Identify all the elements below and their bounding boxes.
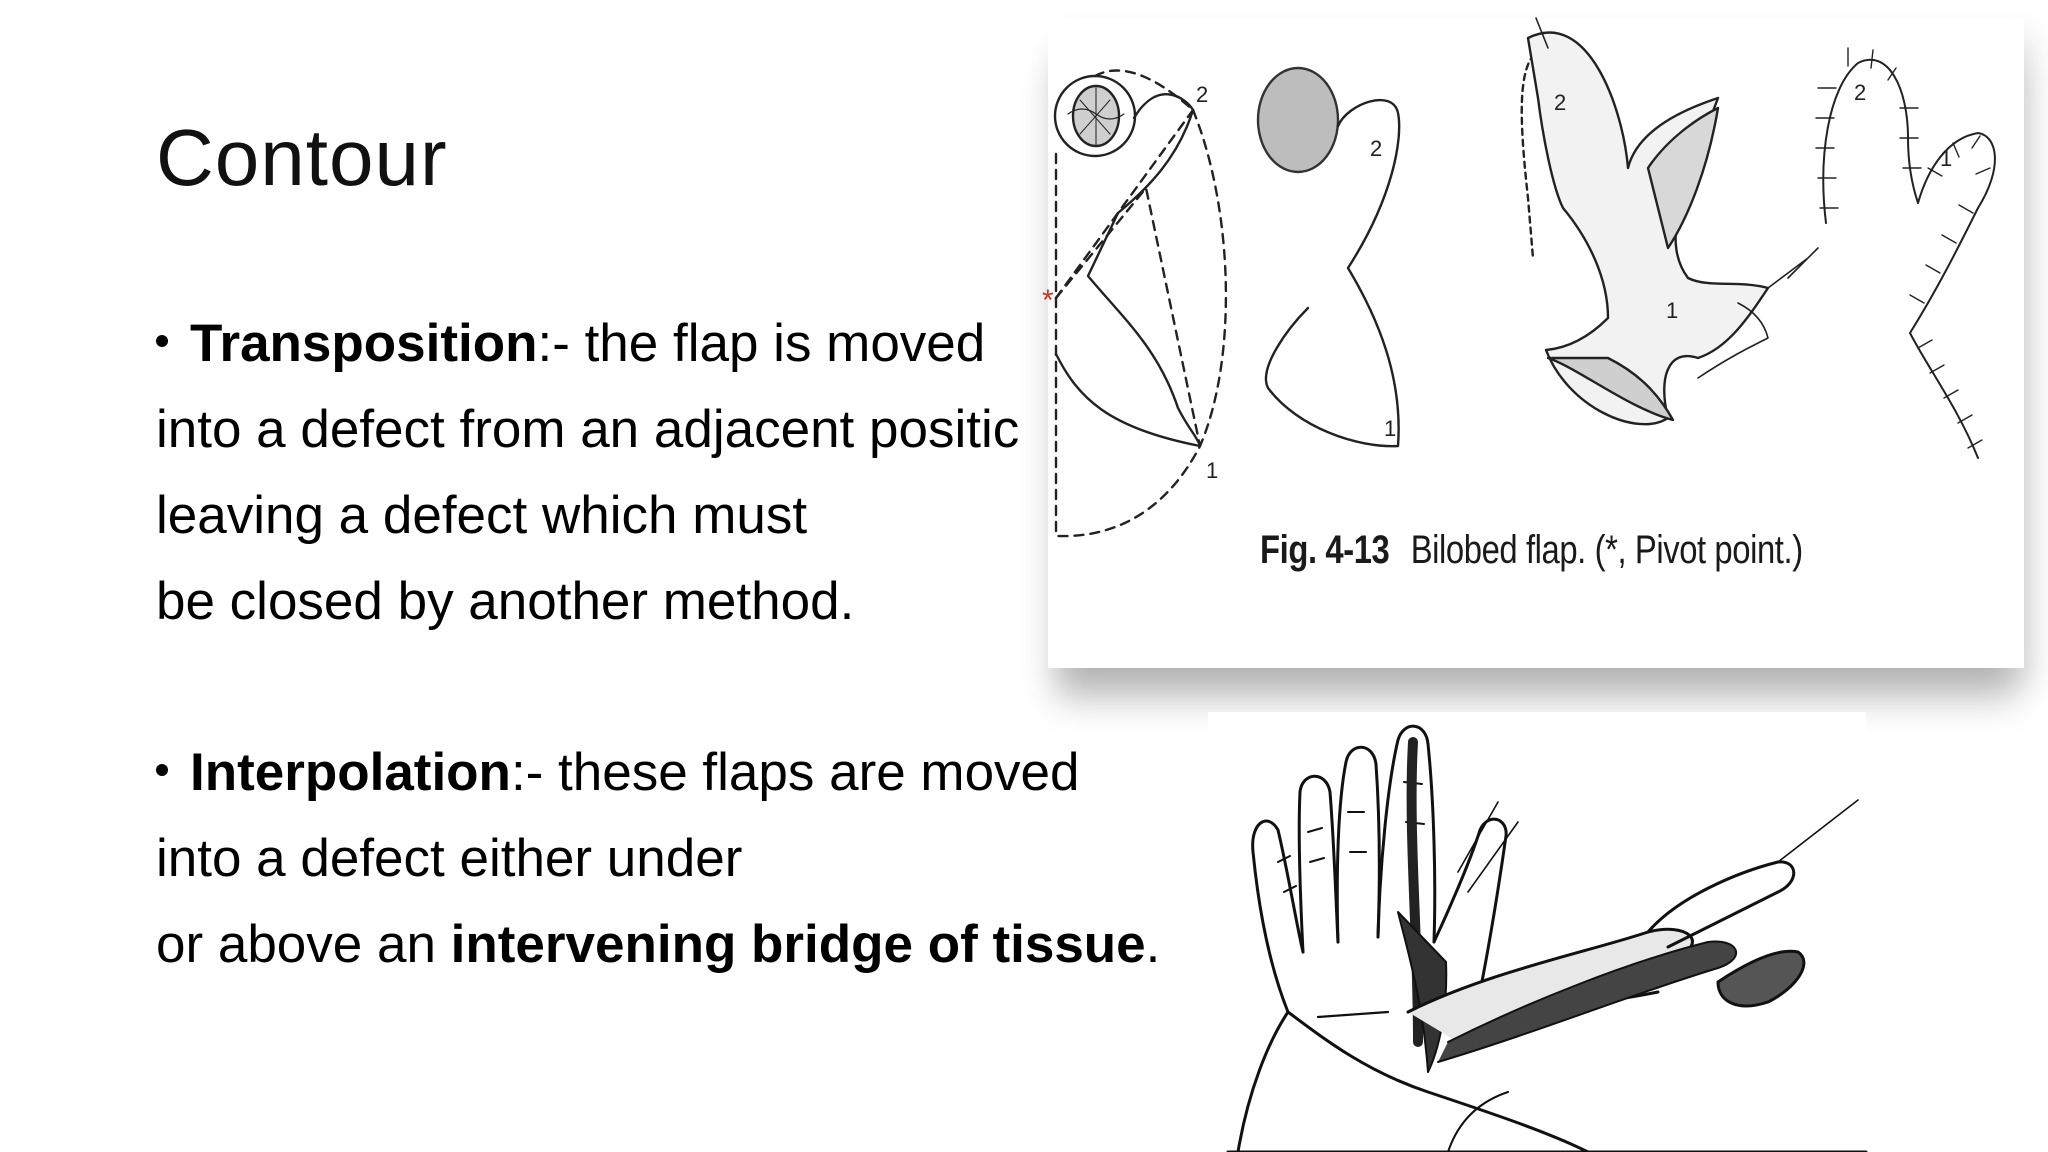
flap-planning-drawing xyxy=(1055,70,1226,538)
label-lobe-2: 2 xyxy=(1196,82,1209,107)
paragraph-transposition xyxy=(156,301,1019,645)
paragraph-line-text: :- the flap is moved xyxy=(537,314,986,373)
emphasis-text: intervening bridge of tissue xyxy=(450,915,1146,974)
paragraph-line xyxy=(156,301,1019,387)
paragraph-line xyxy=(156,730,1160,816)
flap-lobes-drawing xyxy=(1258,68,1399,446)
paragraph-line-text: :- these flaps are moved xyxy=(510,743,1080,802)
label-lobe-1: 1 xyxy=(1384,416,1397,441)
label-pivot-point: * xyxy=(1042,284,1054,317)
term-transposition: Transposition xyxy=(190,314,538,373)
flap-rotation-drawing xyxy=(1522,18,1818,424)
sutured-result-drawing xyxy=(1816,48,1995,458)
figure-caption-text: Bilobed flap. (*, Pivot point.) xyxy=(1410,528,1803,572)
hand-flap-figure xyxy=(1208,712,1866,1152)
paragraph-line: leaving a defect which must xyxy=(156,486,808,545)
label-lobe-2: 2 xyxy=(1854,80,1867,105)
paragraph-line: be closed by another method. xyxy=(156,572,855,631)
label-lobe-2: 2 xyxy=(1370,136,1383,161)
bullet-icon xyxy=(156,764,168,776)
bilobed-flap-figure xyxy=(1042,18,2024,668)
label-lobe-1: 1 xyxy=(1940,146,1953,171)
paragraph-interpolation xyxy=(156,730,1160,988)
figure-number: Fig. 4-13 xyxy=(1260,528,1390,572)
label-lobe-1: 1 xyxy=(1666,298,1679,323)
slide-title: Contour xyxy=(156,113,448,202)
paragraph-line xyxy=(156,902,1160,988)
punctuation: . xyxy=(1145,915,1161,974)
label-lobe-1: 1 xyxy=(1206,458,1219,483)
label-lobe-2: 2 xyxy=(1554,90,1567,115)
paragraph-line: into a defect from an adjacent positic xyxy=(156,400,1020,459)
hand-flap-illustration xyxy=(1208,712,1866,1152)
figure-caption xyxy=(1260,528,1803,573)
paragraph-line-text: or above an xyxy=(156,915,451,974)
bullet-icon xyxy=(156,335,168,347)
term-interpolation: Interpolation xyxy=(190,743,511,802)
paragraph-line: into a defect either under xyxy=(156,829,743,888)
